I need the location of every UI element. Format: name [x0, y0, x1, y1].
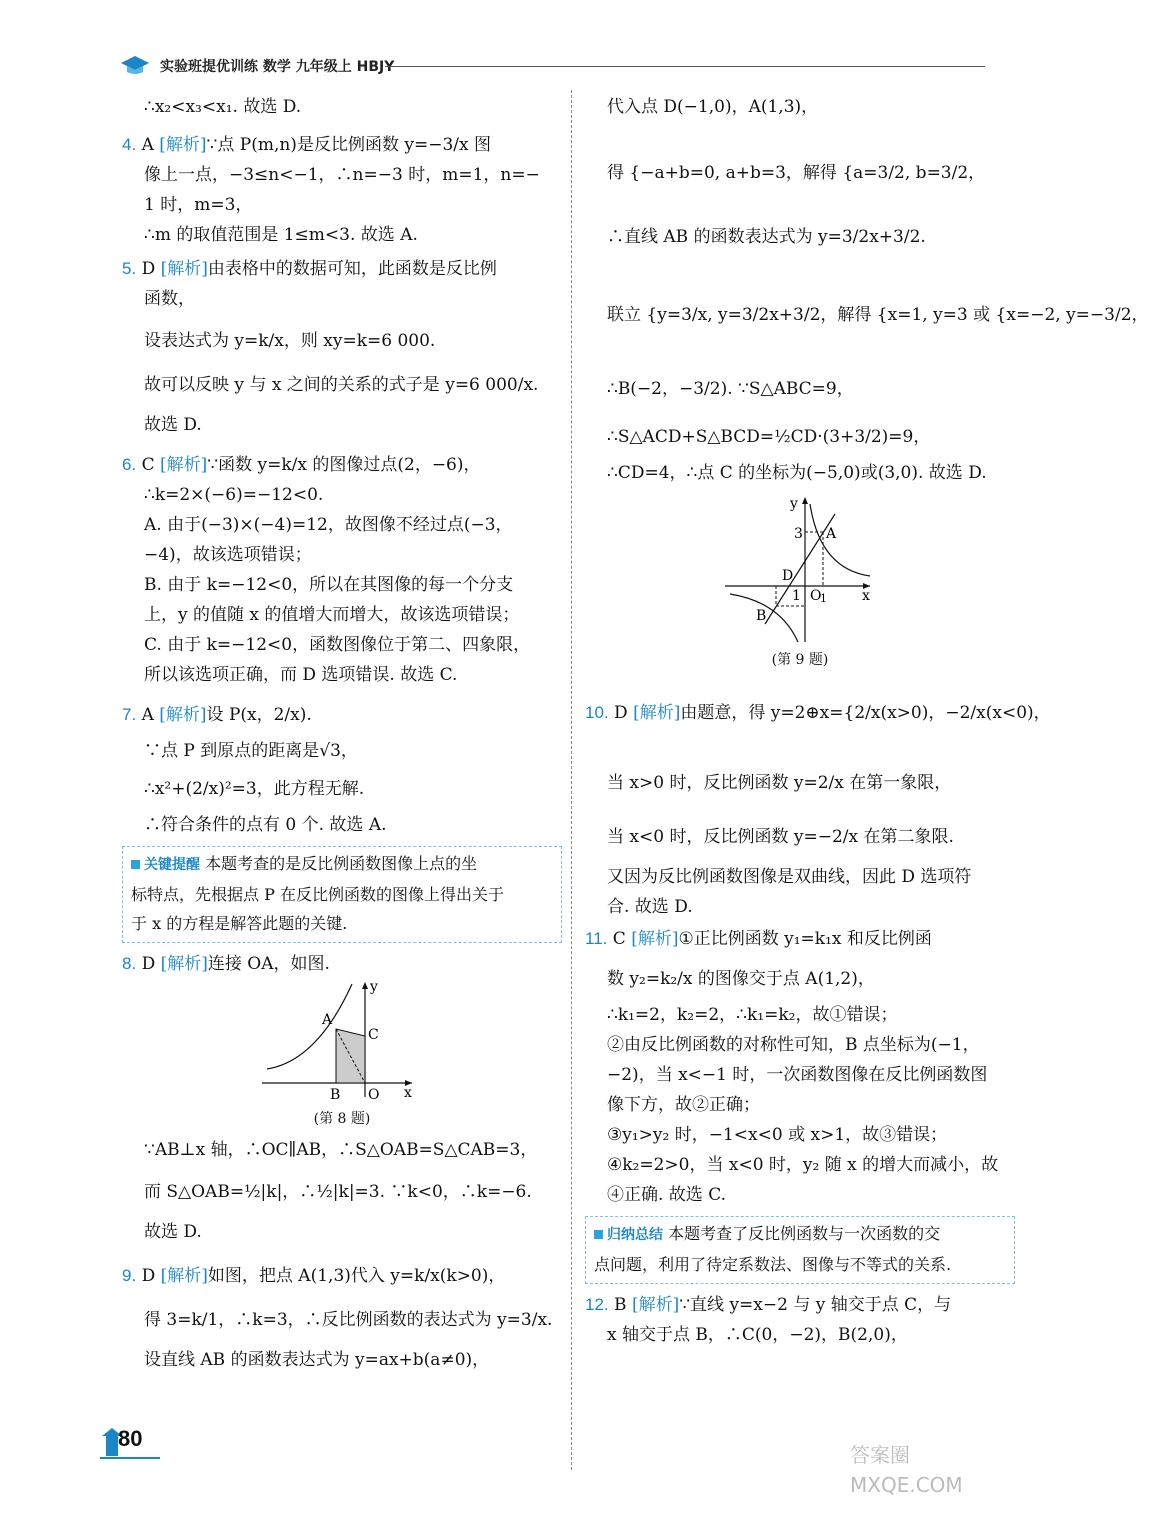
- text-line: ∵函数 y=k/x 的图像过点(2，−6)，: [207, 455, 481, 475]
- text-line: ∵点 P 到原点的距离是√3，: [144, 741, 358, 761]
- header-rule: [385, 66, 985, 67]
- analysis-tag: [解析]: [631, 929, 679, 949]
- question-number: 4.: [122, 135, 137, 154]
- question-number: 5.: [122, 259, 137, 278]
- text-line: 故选 D.: [144, 1222, 202, 1242]
- figure-9-graph: [720, 494, 880, 644]
- label-O: O: [368, 1087, 380, 1103]
- text-line: 故选 D.: [144, 415, 202, 435]
- label-x: x: [404, 1085, 412, 1101]
- text-line: 得 {−a+b=0, a+b=3，解得 {a=3/2, b=3/2，: [607, 163, 986, 183]
- text-line: 当 x>0 时，反比例函数 y=2/x 在第一象限，: [607, 773, 952, 793]
- square-bullet-icon: [131, 860, 140, 869]
- text-line: 又因为反比例函数图像是双曲线，因此 D 选项符: [607, 867, 972, 887]
- answer: D: [614, 703, 628, 723]
- text-line: −2)，当 x<−1 时，一次函数图像在反比例函数图: [607, 1065, 988, 1085]
- text-line: 上，y 的值随 x 的值增大而增大，故该选项错误；: [144, 605, 520, 625]
- figure-8-graph: [262, 979, 422, 1103]
- text-line: C. 由于 k=−12<0，函数图像位于第二、四象限，: [144, 635, 531, 655]
- text-line: ④k₂=2>0，当 x<0 时，y₂ 随 x 的增大而减小，故: [607, 1155, 999, 1175]
- question-4: [122, 130, 562, 250]
- answer: D: [141, 259, 156, 279]
- header-title: 实验班提优训练 数学 九年级上 HBJY: [160, 59, 395, 75]
- text-line: 故可以反映 y 与 x 之间的关系的式子是 y=6 000/x.: [144, 375, 539, 395]
- key-tip-box: [122, 846, 562, 943]
- tip-text: 标特点，先根据点 P 在反比例函数的图像上得出关于: [131, 885, 504, 904]
- text-line: 代入点 D(−1,0)，A(1,3)，: [607, 97, 819, 117]
- question-12: [585, 1290, 1015, 1350]
- page-header: [120, 52, 1000, 82]
- text-line: 得 3=k/1，∴k=3，∴反比例函数的表达式为 y=3/x.: [144, 1310, 553, 1330]
- question-number: 11.: [585, 929, 608, 948]
- text-line: 设表达式为 y=k/x，则 xy=k=6 000.: [144, 331, 436, 351]
- question-10: [585, 698, 1051, 922]
- analysis-tag: [解析]: [160, 1266, 208, 1286]
- question-7: [122, 700, 562, 840]
- answer: D: [141, 1266, 156, 1286]
- label-y: y: [790, 496, 798, 512]
- text-line: ①正比例函数 y₁=k₁x 和反比例函: [678, 929, 932, 949]
- question-8: [122, 949, 562, 1247]
- question-9: [122, 1261, 562, 1375]
- text-line: ∴符合条件的点有 0 个. 故选 A.: [144, 815, 387, 835]
- text-line: −4)，故该选项错误；: [144, 545, 312, 565]
- text-line: ∴CD=4，∴点 C 的坐标为(−5,0)或(3,0). 故选 D.: [607, 463, 987, 483]
- text-line: 合. 故选 D.: [607, 897, 693, 917]
- summary-tip-box: [585, 1216, 1015, 1284]
- tip-text: 本题考查了反比例函数与一次函数的交: [668, 1224, 941, 1243]
- question-11: [585, 924, 1015, 1210]
- analysis-tag: [解析]: [631, 1295, 680, 1315]
- analysis-tag: [解析]: [159, 705, 207, 725]
- tip-text: 于 x 的方程是解答此题的关键.: [131, 914, 348, 933]
- watermark: [850, 1440, 963, 1500]
- question-number: 7.: [122, 705, 137, 724]
- text-line: 所以该选项正确，而 D 选项错误. 故选 C.: [144, 665, 458, 685]
- text-line: 设直线 AB 的函数表达式为 y=ax+b(a≠0)，: [144, 1350, 490, 1370]
- left-column: [122, 92, 562, 1375]
- label-1: 1: [792, 588, 801, 604]
- tip-text: 点问题，利用了待定系数法、图像与不等式的关系.: [594, 1255, 952, 1274]
- right-column: [585, 92, 1149, 1350]
- text-line: 1 时，m=3，: [144, 195, 253, 215]
- figure-caption: (第 8 题): [313, 1111, 371, 1127]
- page-number-text: 80: [118, 1426, 143, 1451]
- question-number: 9.: [122, 1266, 137, 1285]
- text-line: 当 x<0 时，反比例函数 y=−2/x 在第二象限.: [607, 827, 954, 847]
- tip-label: 关键提醒: [144, 857, 200, 873]
- text-line: 如图，把点 A(1,3)代入 y=k/x(k>0)，: [207, 1266, 506, 1286]
- answer: D: [141, 954, 156, 974]
- label-O-subscript: 1: [820, 592, 827, 605]
- text-line: x 轴交于点 B，∴C(0，−2)，B(2,0)，: [607, 1325, 908, 1345]
- label-O: O: [810, 588, 822, 604]
- question-number: 12.: [585, 1295, 609, 1314]
- text-line: ∴k₁=2，k₂=2，∴k₁=k₂，故①错误；: [607, 1005, 898, 1025]
- label-D: D: [782, 568, 794, 584]
- label-B: B: [756, 608, 767, 624]
- label-A: A: [826, 526, 837, 542]
- text-line: ③y₁>y₂ 时，−1<x<0 或 x>1，故③错误；: [607, 1125, 948, 1145]
- text-line: ∴S△ACD+S△BCD=½CD·(3+3/2)=9，: [607, 427, 931, 447]
- text-line: ∵点 P(m,n)是反比例函数 y=−3/x 图: [206, 135, 491, 155]
- label-C: C: [368, 1027, 379, 1043]
- text-line: ∵直线 y=x−2 与 y 轴交于点 C，与: [679, 1295, 952, 1315]
- text-line: 连接 OA，如图.: [207, 954, 330, 974]
- analysis-tag: [解析]: [633, 703, 681, 723]
- question-5: [122, 254, 562, 440]
- analysis-tag: [解析]: [160, 954, 208, 974]
- text-line: ∴x²+(2/x)²=3，此方程无解.: [144, 779, 365, 799]
- answer: A: [141, 705, 154, 725]
- analysis-tag: [解析]: [159, 135, 207, 155]
- text-line: A. 由于(−3)×(−4)=12，故图像不经过点(−3，: [144, 515, 513, 535]
- text-line: 而 S△OAB=½|k|，∴½|k|=3. ∵k<0，∴k=−6.: [144, 1182, 532, 1202]
- text-line: B. 由于 k=−12<0，所以在其图像的每一个分支: [144, 575, 514, 595]
- question-number: 8.: [122, 954, 137, 973]
- tip-text: 本题考查的是反比例函数图像上点的坐: [205, 854, 478, 873]
- text-line: 由表格中的数据可知，此函数是反比例: [207, 259, 497, 279]
- tip-label: 归纳总结: [607, 1227, 663, 1243]
- column-divider: [571, 90, 572, 1470]
- question-6: [122, 450, 562, 690]
- label-A: A: [322, 1012, 333, 1028]
- text-line: ∴B(−2，−3/2). ∵S△ABC=9，: [607, 379, 854, 399]
- watermark-url: MXQE.COM: [850, 1473, 963, 1497]
- text-line: ∴k=2×(−6)=−12<0.: [144, 485, 324, 505]
- text-line: 设 P(x，2/x).: [206, 705, 312, 725]
- label-3: 3: [794, 526, 803, 542]
- text-line: ∴直线 AB 的函数表达式为 y=3/2x+3/2.: [607, 227, 926, 247]
- analysis-tag: [解析]: [160, 455, 208, 475]
- text-line: ④正确. 故选 C.: [607, 1185, 727, 1205]
- square-bullet-icon: [594, 1230, 603, 1239]
- text-line: 像下方，故②正确；: [607, 1095, 760, 1115]
- label-B: B: [330, 1087, 341, 1103]
- answer: C: [141, 455, 155, 475]
- page-number: [100, 1424, 160, 1464]
- answer: B: [614, 1295, 627, 1315]
- text-line: ∴m 的取值范围是 1≤m<3. 故选 A.: [144, 225, 418, 245]
- label-x: x: [862, 588, 870, 604]
- question-number: 10.: [585, 703, 609, 722]
- label-y: y: [370, 979, 378, 995]
- figure-9: [585, 494, 1015, 670]
- text-line: 由题意，得 y=2⊕x={2/x(x>0)，−2/x(x<0)，: [680, 703, 1051, 723]
- text-line: 函数，: [144, 289, 195, 309]
- figure-caption: (第 9 题): [771, 652, 829, 668]
- question-number: 6.: [122, 455, 137, 474]
- watermark-title: 答案圈: [850, 1443, 910, 1467]
- figure-8: [122, 979, 562, 1129]
- text-line: ∴x₂<x₃<x₁. 故选 D.: [144, 97, 302, 117]
- graduation-cap-icon: [120, 54, 150, 78]
- text-line: 像上一点，−3≤n<−1，∴n=−3 时，m=1，n=−: [144, 165, 540, 185]
- text-line: ∵AB⊥x 轴，∴OC∥AB，∴S△OAB=S△CAB=3，: [144, 1140, 538, 1160]
- analysis-tag: [解析]: [160, 259, 208, 279]
- text-line: 数 y₂=k₂/x 的图像交于点 A(1,2)，: [607, 969, 875, 989]
- text-line: 联立 {y=3/x, y=3/2x+3/2，解得 {x=1, y=3 或 {x=−2, y=−3/2，: [607, 305, 1149, 325]
- answer: C: [612, 929, 626, 949]
- text-line: ②由反比例函数的对称性可知，B 点坐标为(−1，: [607, 1035, 980, 1055]
- answer: A: [141, 135, 154, 155]
